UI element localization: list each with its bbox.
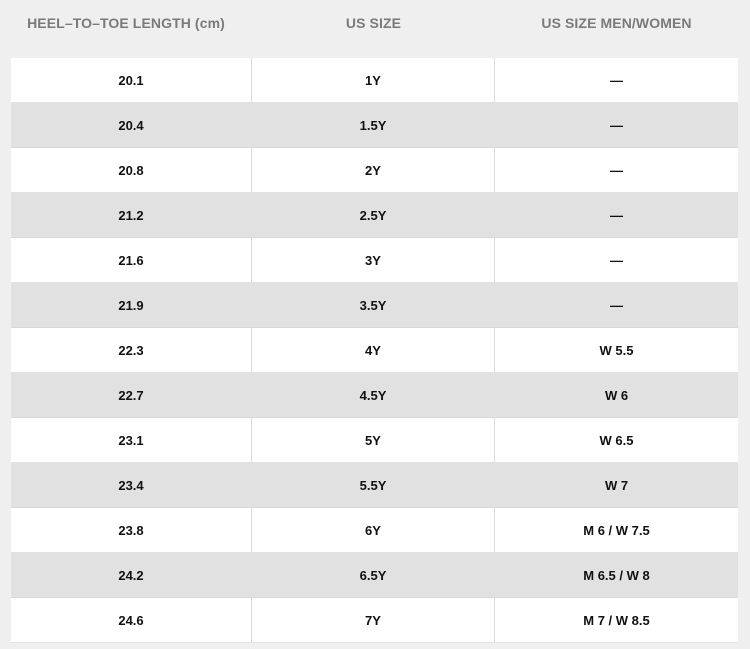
- cell-us-size: 2.5Y: [252, 193, 495, 237]
- cell-us-size: 3Y: [252, 238, 495, 282]
- cell-us-size: 2Y: [252, 148, 495, 192]
- cell-heel-to-toe: 20.1: [11, 58, 252, 102]
- cell-us-size: 1Y: [252, 58, 495, 102]
- cell-us-size-men-women: M 7 / W 8.5: [583, 612, 650, 628]
- cell-us-size-men-women: M 6.5 / W 8: [583, 567, 650, 583]
- cell-heel-to-toe: 21.2: [11, 193, 252, 237]
- cell-us-size: 6Y: [252, 508, 495, 552]
- table-row: [11, 373, 738, 418]
- cell-us-size: 7Y: [252, 598, 495, 642]
- cell-us-size-men-women: —: [610, 297, 623, 313]
- column-header-us-size-men-women: US SIZE MEN/WOMEN: [541, 15, 692, 31]
- cell-us-size: 3.5Y: [252, 283, 495, 327]
- cell-heel-to-toe: 22.3: [11, 328, 252, 372]
- table-row: [11, 103, 738, 148]
- cell-us-size-men-women: —: [610, 252, 623, 268]
- column-header-us-size: US SIZE: [345, 15, 402, 31]
- table-header: [0, 0, 750, 58]
- cell-us-size: 4.5Y: [252, 373, 495, 417]
- cell-us-size-men-women: —: [610, 207, 623, 223]
- cell-us-size: 6.5Y: [252, 553, 495, 597]
- table-row: [11, 418, 738, 463]
- cell-us-size-men-women: —: [610, 162, 623, 178]
- cell-heel-to-toe: 20.8: [11, 148, 252, 192]
- table-row: [11, 328, 738, 373]
- cell-heel-to-toe: 23.8: [11, 508, 252, 552]
- cell-us-size-men-women: W 7: [604, 477, 629, 493]
- table-row: [11, 598, 738, 643]
- cell-heel-to-toe: 24.6: [11, 598, 252, 642]
- table-row: [11, 553, 738, 598]
- cell-us-size: 1.5Y: [252, 103, 495, 147]
- cell-us-size-men-women: —: [610, 72, 623, 88]
- table-row: [11, 463, 738, 508]
- cell-heel-to-toe: 21.6: [11, 238, 252, 282]
- cell-us-size-men-women: M 6 / W 7.5: [583, 522, 650, 538]
- table-row: [11, 148, 738, 193]
- cell-us-size: 4Y: [252, 328, 495, 372]
- cell-us-size-men-women: W 6.5: [599, 432, 634, 448]
- cell-heel-to-toe: 22.7: [11, 373, 252, 417]
- table-row: [11, 193, 738, 238]
- cell-us-size-men-women: W 6: [604, 387, 629, 403]
- table-row: [11, 58, 738, 103]
- cell-heel-to-toe: 23.1: [11, 418, 252, 462]
- size-table-body: [11, 58, 738, 643]
- cell-us-size-men-women: —: [610, 117, 623, 133]
- table-row: [11, 283, 738, 328]
- cell-us-size: 5Y: [252, 418, 495, 462]
- cell-heel-to-toe: 24.2: [11, 553, 252, 597]
- cell-us-size-men-women: W 5.5: [599, 342, 634, 358]
- cell-heel-to-toe: 21.9: [11, 283, 252, 327]
- table-row: [11, 238, 738, 283]
- column-header-heel-to-toe: HEEL–TO–TOE LENGTH (cm): [27, 15, 225, 31]
- table-row: [11, 508, 738, 553]
- cell-us-size: 5.5Y: [252, 463, 495, 507]
- cell-heel-to-toe: 20.4: [11, 103, 252, 147]
- cell-heel-to-toe: 23.4: [11, 463, 252, 507]
